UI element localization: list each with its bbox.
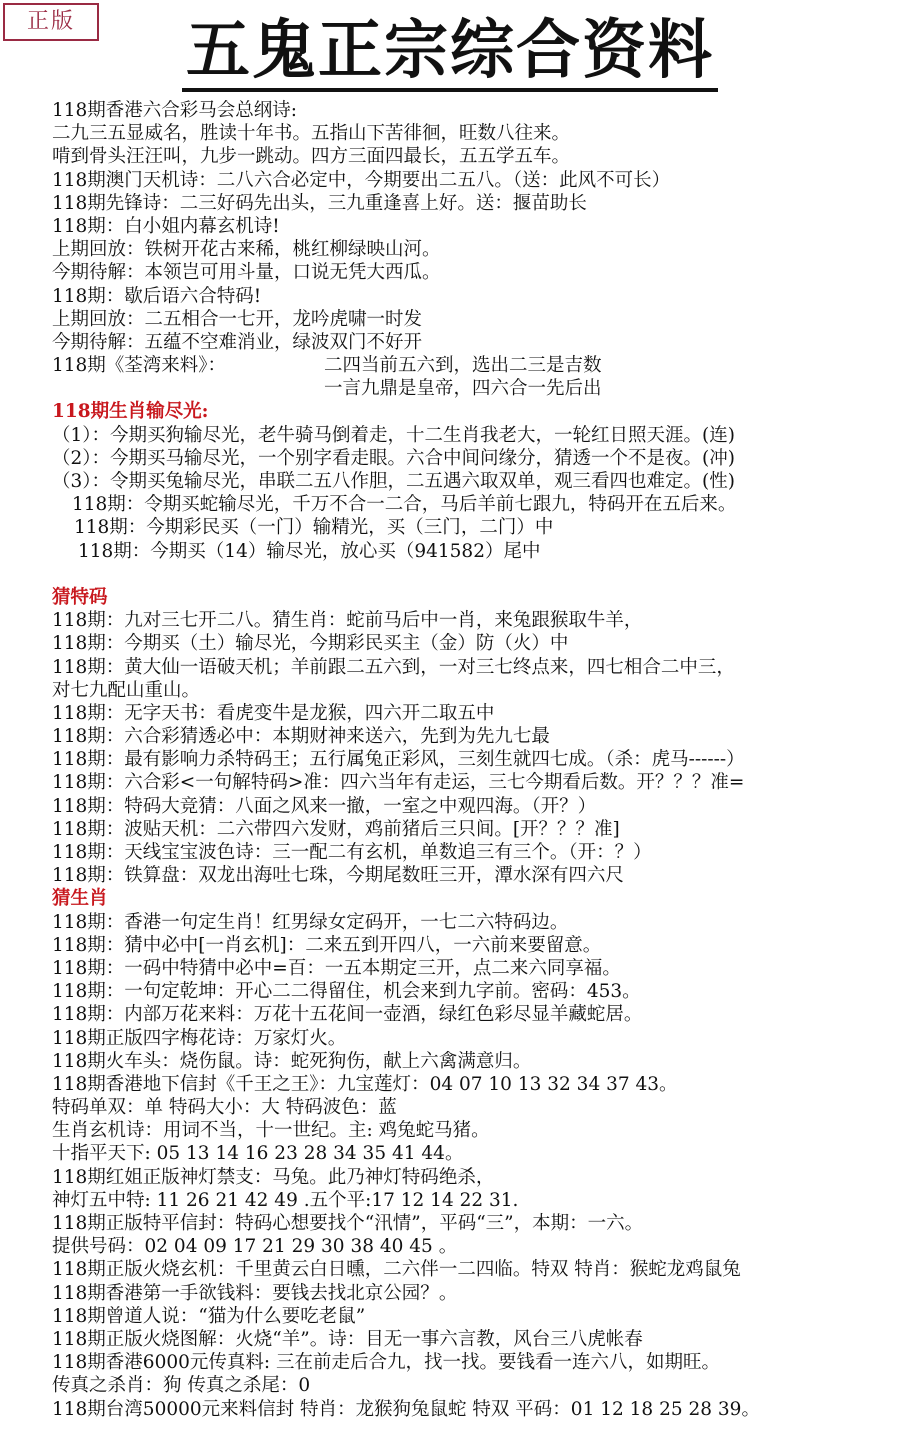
section-title-guess-code: 猜特码: [52, 586, 108, 608]
text-line: 传真之杀肖：狗 传真之杀尾：0: [52, 1375, 311, 1397]
content-body: [52, 99, 898, 1421]
text-line: 118期正版四字梅花诗：万家灯火。: [52, 1027, 347, 1049]
text-line: 118期：特码大竞猜：八面之风来一撤，一室之中观四海。（开？）: [52, 795, 597, 817]
text-line: 啃到骨头汪汪叫，九步一跳动。四方三面四最长，五五学五车。: [52, 146, 571, 168]
text-line: 118期：今期买（14）输尽光，放心买（941582）尾中: [78, 540, 541, 562]
text-line: 118期香港6000元传真料: 三在前走后合九，找一找。要钱看一连六八，如期旺。: [52, 1352, 721, 1374]
text-line: 118期：一码中特猜中必中=百：一五本期定三开，点二来六同享福。: [52, 957, 621, 979]
text-line: 118期：铁算盘：双龙出海吐七珠，今期尾数旺三开，潭水深有四六尺: [52, 865, 624, 887]
text-line: 118期：无字天书：看虎变牛是龙猴，四六开二取五中: [52, 702, 495, 724]
text-line: （1）：今期买狗输尽光，老牛骑马倒着走，十二生肖我老大，一轮红日照天涯。(连): [52, 424, 735, 446]
text-line: 今期待解：本领岂可用斗量，口说无凭大西瓜。: [52, 262, 441, 284]
text-line: 生肖玄机诗：用词不当，十一世纪。主: 鸡兔蛇马猪。: [52, 1120, 490, 1142]
quanwan-block: [52, 354, 898, 377]
text-line: 118期：猜中必中[一肖玄机]：二来五到开四八，一六前来要留意。: [52, 934, 602, 956]
quanwan-block-2: [52, 377, 898, 400]
text-line: 118期澳门天机诗：二八六合必定中，今期要出二五八。（送：此风不可长）: [52, 169, 671, 191]
text-line: 118期香港第一手欲钱料：要钱去找北京公园？。: [52, 1282, 458, 1304]
text-line: 118期：今期彩民买（一门）输精光，买（三门，二门）中: [74, 517, 554, 539]
text-line: （2）：今期买马输尽光，一个别字看走眼。六合中间问缘分，猜透一个不是夜。(冲): [52, 447, 735, 469]
text-line: 上期回放：铁树开花古来稀，桃红柳绿映山河。: [52, 239, 441, 261]
text-line: 118期：歇后语六合特码!: [52, 285, 262, 307]
text-line: 118期：香港一句定生肖！红男绿女定码开，一七二六特码边。: [52, 911, 569, 933]
text-line: 118期曾道人说：“猫为什么要吃老鼠”: [52, 1305, 366, 1327]
page-title-text: 五鬼正宗综合资料: [182, 13, 718, 92]
text-line: 特码单双：单 特码大小：大 特码波色：蓝: [52, 1097, 397, 1119]
text-line: 118期：今期买（土）输尽光，今期彩民买主（金）防（火）中: [52, 633, 569, 655]
text-line: 118期香港地下信封《千王之王》：九宝莲灯：04 07 10 13 32 34 37 43。: [52, 1073, 678, 1095]
text-line: （3）：令期买兔输尽光，串联二五八作胆，二五遇六取双单，观三看四也难定。(性): [52, 471, 735, 492]
text-line: 提供号码：02 04 09 17 21 29 30 38 40 45 。: [52, 1236, 458, 1258]
text-line: 对七九配山重山。: [52, 679, 201, 701]
text-line: 十指平天下: 05 13 14 16 23 28 34 35 41 44。: [52, 1143, 464, 1165]
text-line: 118期：黄大仙一语破天机；羊前跟二五六到，一对三七终点来，四七相合二中三，: [52, 656, 735, 678]
text-line: 神灯五中特: 11 26 21 42 49 .五个平:17 12 14 22 31.: [52, 1189, 519, 1211]
quanwan-line-2: 一言九鼎是皇帝，四六合一先后出: [324, 378, 602, 400]
text-line: 118期：九对三七开二八。猜生肖：蛇前马后中一肖，来兔跟猴取牛羊，: [52, 610, 643, 632]
text-line: 118期香港六合彩马会总纲诗:: [52, 100, 298, 121]
text-line: 118期：天线宝宝波色诗：三一配二有玄机，单数追三有三个。（开：？）: [52, 842, 652, 863]
genuine-edition-badge: 正版: [3, 3, 99, 41]
text-line: 118期红姐正版神灯禁支：马兔。此乃神灯特码绝杀，: [52, 1166, 495, 1188]
text-line: 118期台湾50000元来料信封 特肖：龙猴狗兔鼠蛇 特双 平码：01 12 18 25 28 39。: [52, 1398, 760, 1420]
quanwan-label: 118期《荃湾来料》：: [52, 355, 227, 377]
section-title-zodiac-lose: 118期生肖输尽光:: [52, 401, 209, 423]
text-line: 118期正版特平信封：特码心想要找个“汛情”，平码“三”，本期：一六。: [52, 1213, 644, 1234]
text-line: 118期火车头：烧伤鼠。诗：蛇死狗伤，献上六禽满意归。: [52, 1050, 532, 1072]
text-line: 118期：最有影响力杀特码王；五行属兔正彩风，三刻生就四七成。（杀：虎马------）: [52, 749, 745, 771]
text-line: 二九三五显威名，胜读十年书。五指山下苦徘徊，旺数八往来。: [52, 123, 571, 145]
text-line: 118期：白小姐内幕玄机诗!: [52, 215, 280, 237]
text-line: 118期：波贴天机：二六带四六发财，鸡前猪后三只间。[开？？？准]: [52, 818, 620, 840]
text-line: 118期：一句定乾坤：开心二二得留住，机会来到九字前。密码：453。: [52, 981, 641, 1003]
text-line: 上期回放：二五相合一七开，龙吟虎啸一时发: [52, 308, 423, 330]
text-line: 118期正版火烧玄机：千里黄云白日曛，二六伴一二四临。特双 特肖：猴蛇龙鸡鼠兔: [52, 1259, 741, 1281]
text-line: 118期先锋诗：二三好码先出头，三九重逢喜上好。送：揠苗助长: [52, 192, 587, 214]
section-title-guess-zodiac: 猜生肖: [52, 888, 108, 910]
quanwan-line-1: 二四当前五六到，选出二三是吉数: [324, 355, 602, 377]
text-line: 118期正版火烧图解：火烧“羊”。诗：目无一事六言教，风台三八虎帐春: [52, 1328, 643, 1350]
text-line: 118期：六合彩猜透必中：本期财神来送六，先到为先九七最: [52, 726, 550, 748]
text-line: 118期：六合彩<一句解特码>准：四六当年有走运，三七今期看后数。开？？？准=: [52, 772, 745, 794]
text-line: 118期：令期买蛇输尽光，千万不合一二合，马后羊前七跟九，特码开在五后来。: [72, 494, 737, 516]
text-line: 118期：内部万花来料：万花十五花间一壶酒，绿红色彩尽显羊藏蛇居。: [52, 1004, 643, 1026]
quanwan-spacer: [52, 377, 324, 400]
spacer: [52, 563, 898, 586]
text-line: 今期待解：五蕴不空难消业，绿波双门不好开: [52, 331, 423, 353]
page-title: [0, 14, 900, 88]
